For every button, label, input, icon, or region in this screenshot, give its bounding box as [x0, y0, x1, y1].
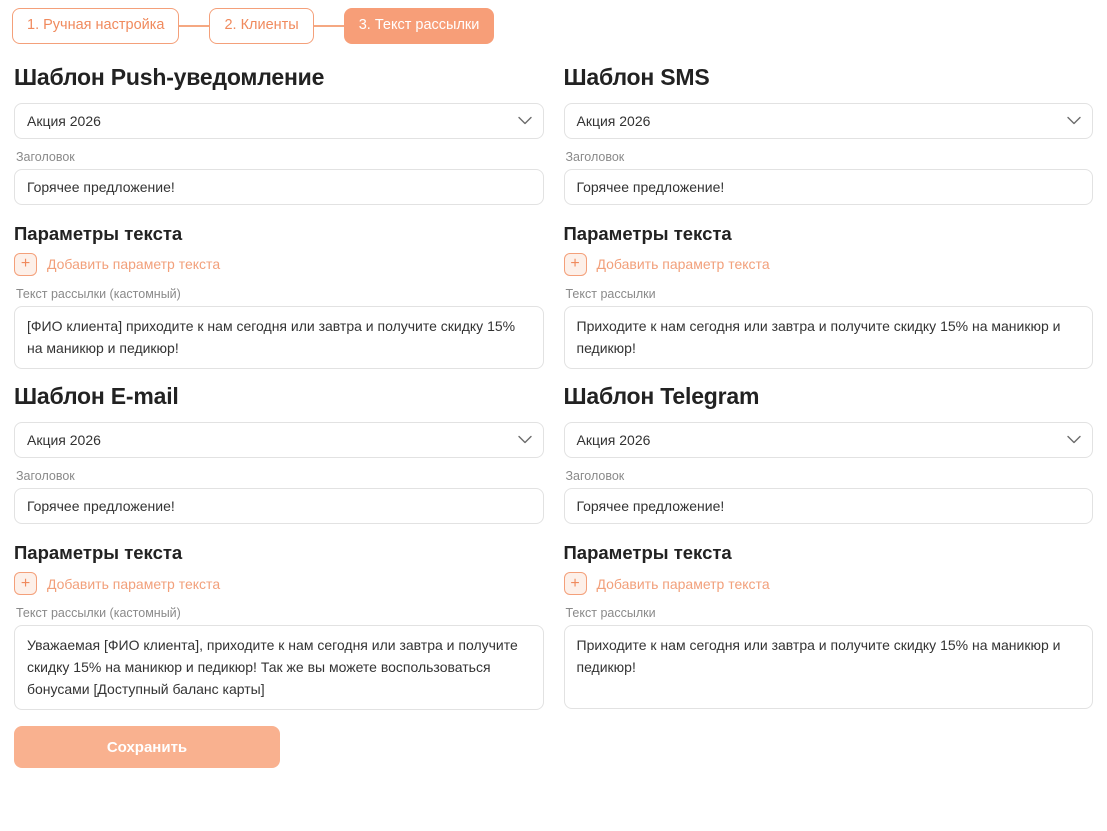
templates-grid	[0, 50, 1107, 710]
panel-telegram-heading-label: Заголовок	[565, 469, 625, 484]
panel-sms-title: Шаблон SMS	[563, 63, 710, 90]
panel-email-add-param-button[interactable]	[14, 572, 544, 595]
panel-sms	[564, 50, 1094, 369]
panel-email-heading-input[interactable]	[14, 488, 544, 524]
panel-push-heading-input[interactable]	[14, 169, 544, 205]
panel-sms-heading-input[interactable]	[564, 169, 1094, 205]
panel-push-heading-label: Заголовок	[16, 149, 75, 164]
panel-telegram-heading-value: Горячее предложение!	[576, 498, 725, 515]
panel-sms-add-param-label: Добавить параметр текста	[596, 256, 770, 273]
step-connector-2	[314, 25, 344, 27]
plus-icon: +	[564, 253, 587, 276]
panel-telegram-add-param-button[interactable]	[564, 572, 1094, 595]
panel-push-add-param-button[interactable]	[14, 253, 544, 276]
panel-push-title: Шаблон Push-уведомление	[14, 63, 325, 90]
save-button[interactable]: Сохранить	[14, 726, 280, 768]
step-3-label: 3. Текст рассылки	[358, 17, 480, 33]
panel-telegram-text-area[interactable]: Приходите к нам сегодня или завтра и получите скидку 15% на маникюр и педикюр!	[564, 625, 1094, 709]
plus-icon: +	[14, 253, 37, 276]
panel-sms-template-select-wrap	[564, 103, 1094, 139]
panel-sms-template-value: Акция 2026	[576, 112, 651, 129]
panel-telegram-heading-input[interactable]	[564, 488, 1094, 524]
panel-telegram	[564, 369, 1094, 710]
step-1-label: 1. Ручная настройка	[27, 17, 165, 33]
panel-telegram-params-title: Параметры текста	[563, 542, 732, 564]
step-2-label: 2. Клиенты	[224, 17, 299, 33]
panel-push-add-param-label: Добавить параметр текста	[47, 256, 221, 273]
panel-push-heading-value: Горячее предложение!	[27, 178, 175, 195]
panel-telegram-title: Шаблон Telegram	[563, 383, 760, 410]
panel-push-text-area[interactable]: [ФИО клиента] приходите к нам сегодня или завтра и получите скидку 15% на маникюр и педикюр!	[14, 306, 544, 369]
panel-telegram-template-select-wrap	[564, 422, 1094, 458]
panel-email-template-select[interactable]	[14, 422, 544, 458]
panel-sms-heading-label: Заголовок	[565, 149, 625, 164]
panel-push-template-value: Акция 2026	[27, 112, 101, 129]
plus-icon: +	[14, 572, 37, 595]
panel-email	[14, 369, 544, 710]
panel-email-params-title: Параметры текста	[14, 542, 183, 564]
panel-telegram-template-select[interactable]	[564, 422, 1094, 458]
panel-email-heading-value: Горячее предложение!	[27, 498, 175, 515]
panel-email-add-param-label: Добавить параметр текста	[47, 575, 221, 592]
step-wizard	[0, 0, 1107, 50]
panel-sms-add-param-button[interactable]	[564, 253, 1094, 276]
step-1-manual-setup[interactable]	[12, 8, 179, 44]
step-connector-1	[179, 25, 209, 27]
footer-actions	[0, 710, 1107, 786]
panel-telegram-add-param-label: Добавить параметр текста	[596, 575, 770, 592]
panel-push-template-select[interactable]	[14, 103, 544, 139]
panel-sms-text-area[interactable]: Приходите к нам сегодня или завтра и получите скидку 15% на маникюр и педикюр!	[564, 306, 1094, 369]
panel-email-title: Шаблон E-mail	[14, 383, 179, 410]
panel-push	[14, 50, 544, 369]
panel-email-heading-label: Заголовок	[16, 469, 75, 484]
panel-push-params-title: Параметры текста	[14, 222, 183, 244]
panel-push-text-label: Текст рассылки (кастомный)	[16, 286, 181, 301]
panel-push-template-select-wrap	[14, 103, 544, 139]
panel-sms-heading-value: Горячее предложение!	[576, 178, 725, 195]
panel-telegram-template-value: Акция 2026	[576, 432, 651, 449]
step-2-clients[interactable]	[209, 8, 313, 44]
panel-email-template-select-wrap	[14, 422, 544, 458]
panel-sms-params-title: Параметры текста	[563, 222, 732, 244]
panel-email-text-label: Текст рассылки (кастомный)	[16, 606, 181, 621]
panel-sms-template-select[interactable]	[564, 103, 1094, 139]
panel-email-text-area[interactable]: Уважаемая [ФИО клиента], приходите к нам сегодня или завтра и получите скидку 15% на маникюр и педикюр! Так же вы можете воспользоваться бонусами [Доступный баланс карты]	[14, 625, 544, 710]
step-3-mailing-text[interactable]	[344, 8, 495, 44]
panel-email-template-value: Акция 2026	[27, 432, 101, 449]
panel-sms-text-label: Текст рассылки	[565, 286, 656, 301]
panel-telegram-text-label: Текст рассылки	[565, 606, 656, 621]
plus-icon: +	[564, 572, 587, 595]
